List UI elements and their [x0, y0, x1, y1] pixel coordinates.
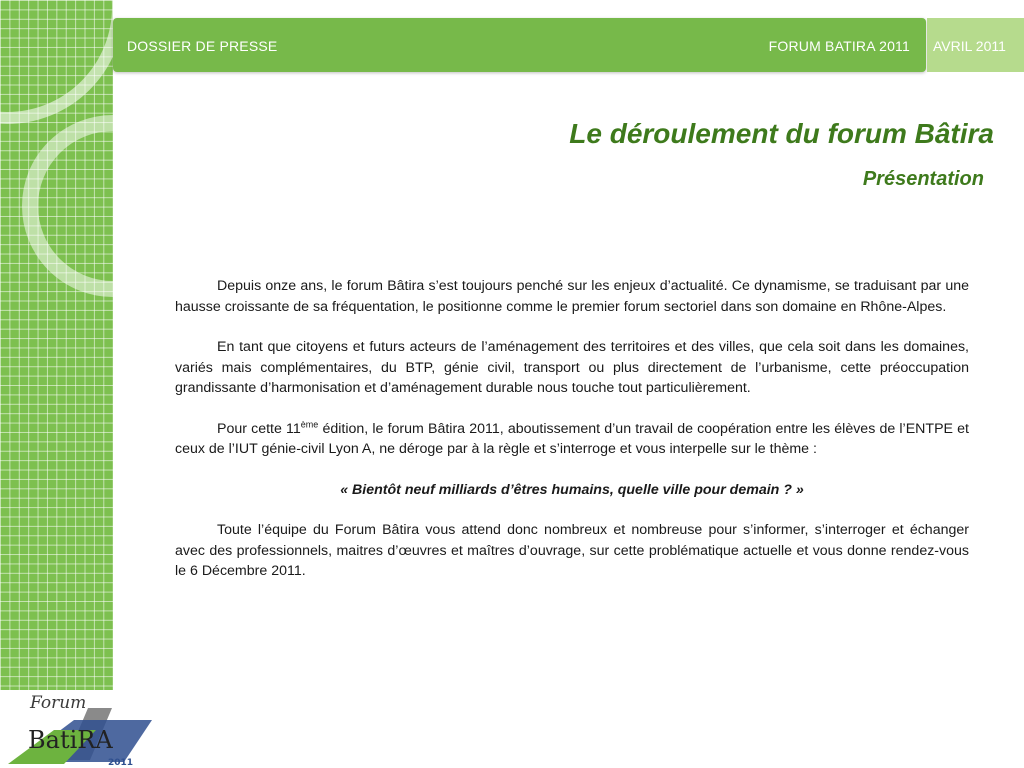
ordinal-suffix: ème	[300, 418, 319, 429]
date-label: AVRIL 2011	[933, 38, 1006, 54]
logo-forum-text: Forum	[30, 693, 87, 713]
theme-quote: « Bientôt neuf milliards d’êtres humains, quelle ville pour demain ? »	[340, 481, 804, 498]
body-text	[175, 276, 969, 602]
page-subtitle: Présentation	[862, 168, 984, 190]
forum-batira-logo	[4, 690, 154, 768]
paragraph-text: édition, le forum Bâtira 2011, aboutissement d’un travail de coopération entre les élèves de l’ENTPE et ceux de l’IUT génie-civil Lyon A, ne déroge par à la règle et s’interroge et vous interpelle sur le thème :	[175, 420, 969, 457]
logo-year-text: 2011	[108, 758, 134, 768]
paragraph-text: Pour cette 11	[217, 420, 301, 437]
paragraph: Toute l’équipe du Forum Bâtira vous attend donc nombreux et nombreuse pour s’informer, s’interroger et échanger avec des professionnels, maitres d’œuvres et maîtres d’ouvrage, sur cette problématique actuelle et vous donne rendez-vous le 6 Décembre 2011.	[175, 522, 969, 579]
header-event-label: FORUM BATIRA 2011	[768, 38, 910, 54]
date-tab	[927, 18, 1024, 72]
header-bar	[113, 18, 926, 72]
paragraph: En tant que citoyens et futurs acteurs de l’aménagement des territoires et des villes, que cela soit dans les domaines, variés mais complémentaires, du BTP, génie civil, transport ou plus directement de l’urbanisme, cette préoccupation grandissante d’harmonisation et d’aménagement durable nous touche tout particulièrement.	[175, 339, 969, 396]
header-section-label: DOSSIER DE PRESSE	[127, 38, 278, 54]
logo-batira-text: BatiRA	[28, 726, 113, 754]
paragraph	[175, 419, 969, 460]
paragraph: Depuis onze ans, le forum Bâtira s’est toujours penché sur les enjeux d’actualité. Ce dynamisme, se traduisant par une hausse croissante de sa fréquentation, le positionne comme le premier forum sectoriel dans son domaine en Rhône-Alpes.	[175, 278, 969, 315]
page-title: Le déroulement du forum Bâtira	[569, 118, 994, 149]
decorative-ring	[22, 115, 113, 297]
decorative-ring	[0, 0, 113, 124]
decorative-grid-strip	[0, 0, 113, 690]
